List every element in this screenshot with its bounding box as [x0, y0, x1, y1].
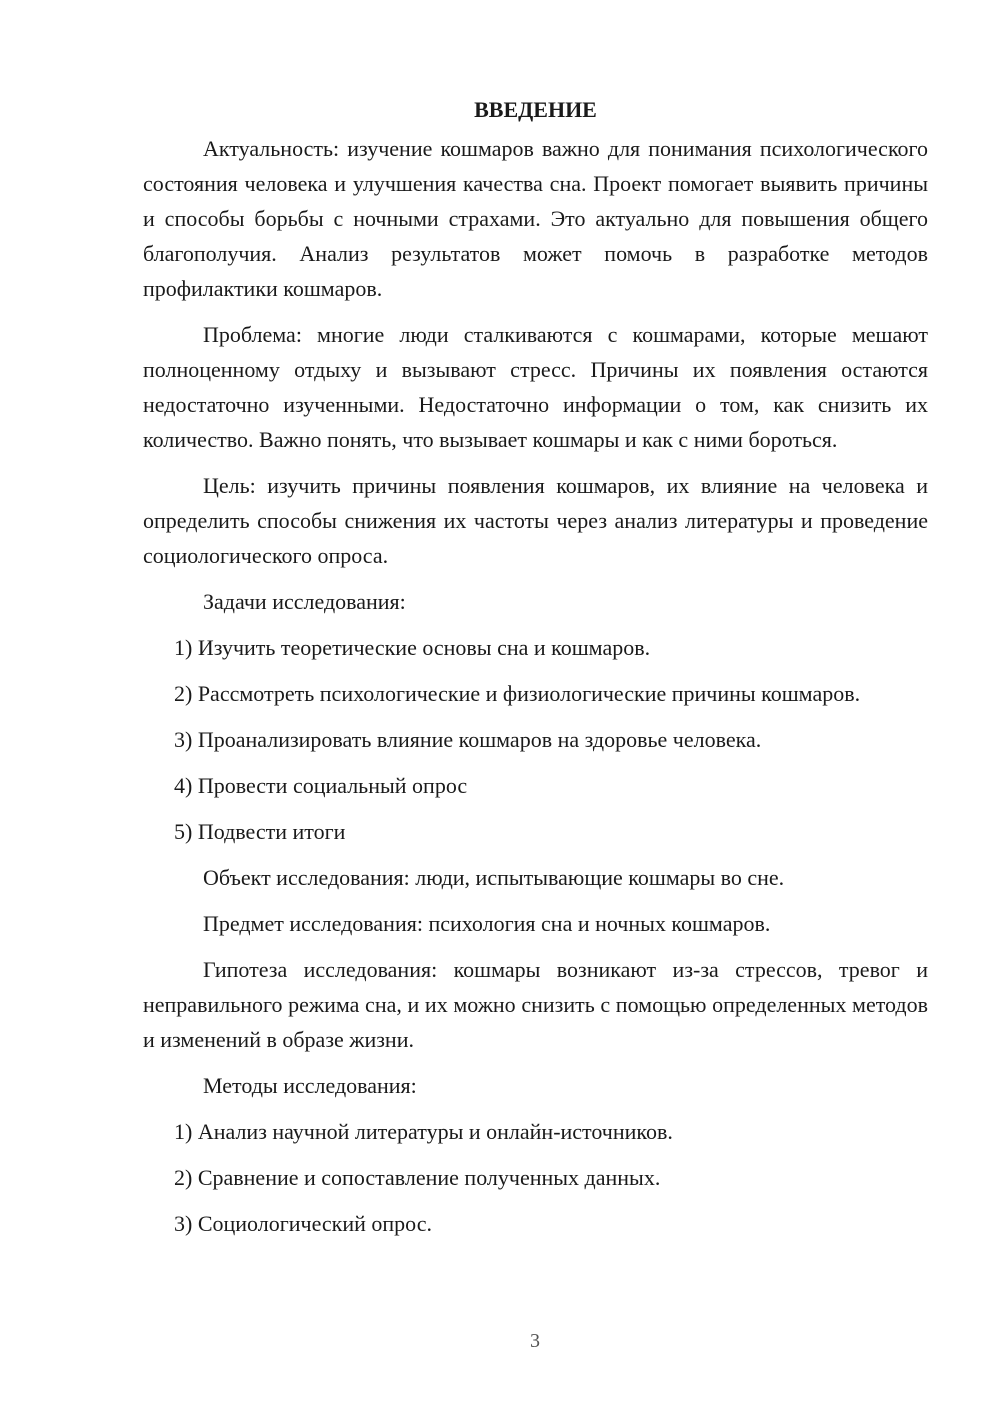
object-paragraph: Объект исследования: люди, испытывающие кошмары во сне.: [203, 865, 785, 890]
relevance-paragraph: Актуальность: изучение кошмаров важно для понимания психологического состояния человека и улучшения качества сна. Проект помогает выявить причины и способы борьбы с ночными страхами. Это актуально для повышения общего благополучия. Анализ результатов может помочь в разработке методов профилактики кошмаров.: [143, 136, 928, 301]
tasks-heading: Задачи исследования:: [203, 589, 406, 614]
methods-heading: Методы исследования:: [203, 1073, 417, 1098]
goal-paragraph: Цель: изучить причины появления кошмаров, их влияние на человека и определить способы снижения их частоты через анализ литературы и проведение социологического опроса.: [143, 473, 928, 568]
method-item-1: 1) Анализ научной литературы и онлайн-источников.: [174, 1119, 673, 1144]
hypothesis-paragraph: Гипотеза исследования: кошмары возникают из-за стрессов, тревог и неправильного режима сна, и их можно снизить с помощью определенных методов и изменений в образе жизни.: [143, 957, 928, 1052]
task-item-5: 5) Подвести итоги: [174, 819, 346, 844]
page-title: ВВЕДЕНИЕ: [474, 97, 597, 122]
method-item-3: 3) Социологический опрос.: [174, 1211, 432, 1236]
task-item-4: 4) Провести социальный опрос: [174, 773, 468, 798]
task-item-1: 1) Изучить теоретические основы сна и кошмаров.: [174, 635, 651, 660]
task-item-2: 2) Рассмотреть психологические и физиологические причины кошмаров.: [174, 681, 861, 706]
method-item-2: 2) Сравнение и сопоставление полученных данных.: [174, 1165, 661, 1190]
page-number: 3: [530, 1330, 540, 1352]
task-item-3: 3) Проанализировать влияние кошмаров на здоровье человека.: [174, 727, 762, 752]
subject-paragraph: Предмет исследования: психология сна и ночных кошмаров.: [203, 911, 771, 936]
problem-paragraph: Проблема: многие люди сталкиваются с кошмарами, которые мешают полноценному отдыху и вызывают стресс. Причины их появления остаются недостаточно изученными. Недостаточно информации о том, как снизить их количество. Важно понять, что вызывает кошмары и как с ними бороться.: [143, 322, 928, 452]
page-content: [143, 92, 928, 1252]
